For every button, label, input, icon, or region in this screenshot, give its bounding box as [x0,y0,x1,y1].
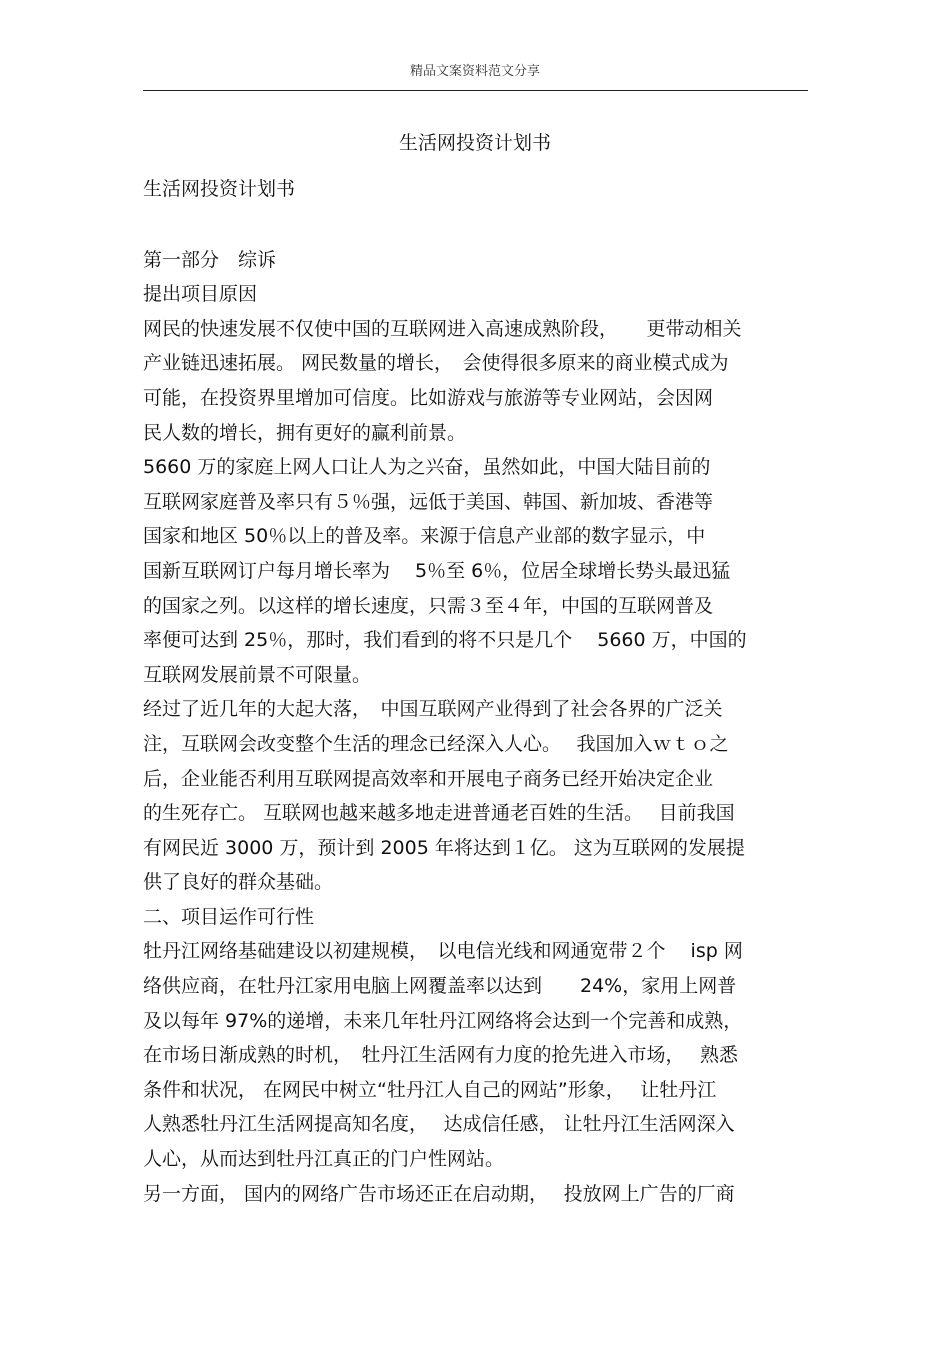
paragraph-line: 供了良好的群众基础。 [143,871,334,894]
blank-line [143,207,808,243]
paragraph-line: 条件和状况， 在网民中树立“牡丹江人自己的网站”形象， 让牡丹江 [143,1078,717,1101]
paragraph-line: 民人数的增长，拥有更好的赢利前景。 [143,421,467,444]
paragraph-line: 人熟悉牡丹江生活网提高知名度， 达成信任感， 让牡丹江生活网深入 [143,1113,735,1136]
paragraph-line: 率便可达到 25％，那时，我们看到的将不只是几个 5660 万，中国的 [143,629,747,652]
paragraph-line: 另一方面， 国内的网络广告市场还正在启动期， 投放网上广告的厂商 [143,1182,735,1205]
paragraph-line: 经过了近几年的大起大落， 中国互联网产业得到了社会各界的广泛关 [143,698,723,721]
paragraph-line: 有网民近 3000 万，预计到 2005 年将达到１亿。 这为互联网的发展提 [143,836,745,859]
paragraph-line: 互联网发展前景不可限量。 [143,663,372,686]
section-heading: 二、项目运作可行性 [143,905,315,928]
paragraph-line: 人心，从而达到牡丹江真正的门户性网站。 [143,1148,505,1171]
paragraph-line: 及以每年 97%的递增，未来几年牡丹江网络将会达到一个完善和成熟， [143,1009,743,1032]
paragraph-line: 牡丹江网络基础建设以初建规模， 以电信光线和网通宽带２个 isp 网 [143,940,743,963]
paragraph-line: 在市场日渐成熟的时机， 牡丹江生活网有力度的抢先进入市场， 熟悉 [143,1044,739,1067]
page-header: 精品文案资料范文分享 [409,64,540,79]
paragraph-line: 的生死存亡。 互联网也越来越多地走进普通老百姓的生活。 目前我国 [143,802,735,825]
paragraph-line: 国新互联网订户每月增长率为 5％至 6％，位居全球增长势头最迅猛 [143,559,731,582]
subtitle-line: 生活网投资计划书 [143,178,296,200]
paragraph-line: 网民的快速发展不仅使中国的互联网进入高速成熟阶段， 更带动相关 [143,317,742,340]
paragraph-line: 络供应商，在牡丹江家用电脑上网覆盖率以达到 24%，家用上网普 [143,975,737,998]
paragraph-line: 可能，在投资界里增加可信度。比如游戏与旅游等专业网站，会因网 [143,386,714,409]
document-title: 生活网投资计划书 [398,132,551,154]
section-heading: 第一部分 综诉 [143,248,277,271]
subsection-heading: 提出项目原因 [143,283,258,306]
paragraph-line: 5660 万的家庭上网人口让人为之兴奋，虽然如此，中国大陆目前的 [143,456,711,479]
paragraph-line: 的国家之列。以这样的增长速度，只需３至４年，中国的互联网普及 [143,594,714,617]
paragraph-line: 后，企业能否利用互联网提高效率和开展电子商务已经开始决定企业 [143,767,714,790]
paragraph-line: 产业链迅速拓展。 网民数量的增长， 会使得很多原来的商业模式成为 [143,352,729,375]
paragraph-line: 互联网家庭普及率只有５％强，远低于美国、韩国、新加坡、香港等 [143,490,714,513]
document-body [143,172,808,1211]
paragraph-line: 注，互联网会改变整个生活的理念已经深入人心。 我国加入ｗｔｏ之 [143,732,729,755]
paragraph-line: 国家和地区 50％以上的普及率。来源于信息产业部的数字显示，中 [143,525,706,548]
header-rule [143,90,808,91]
